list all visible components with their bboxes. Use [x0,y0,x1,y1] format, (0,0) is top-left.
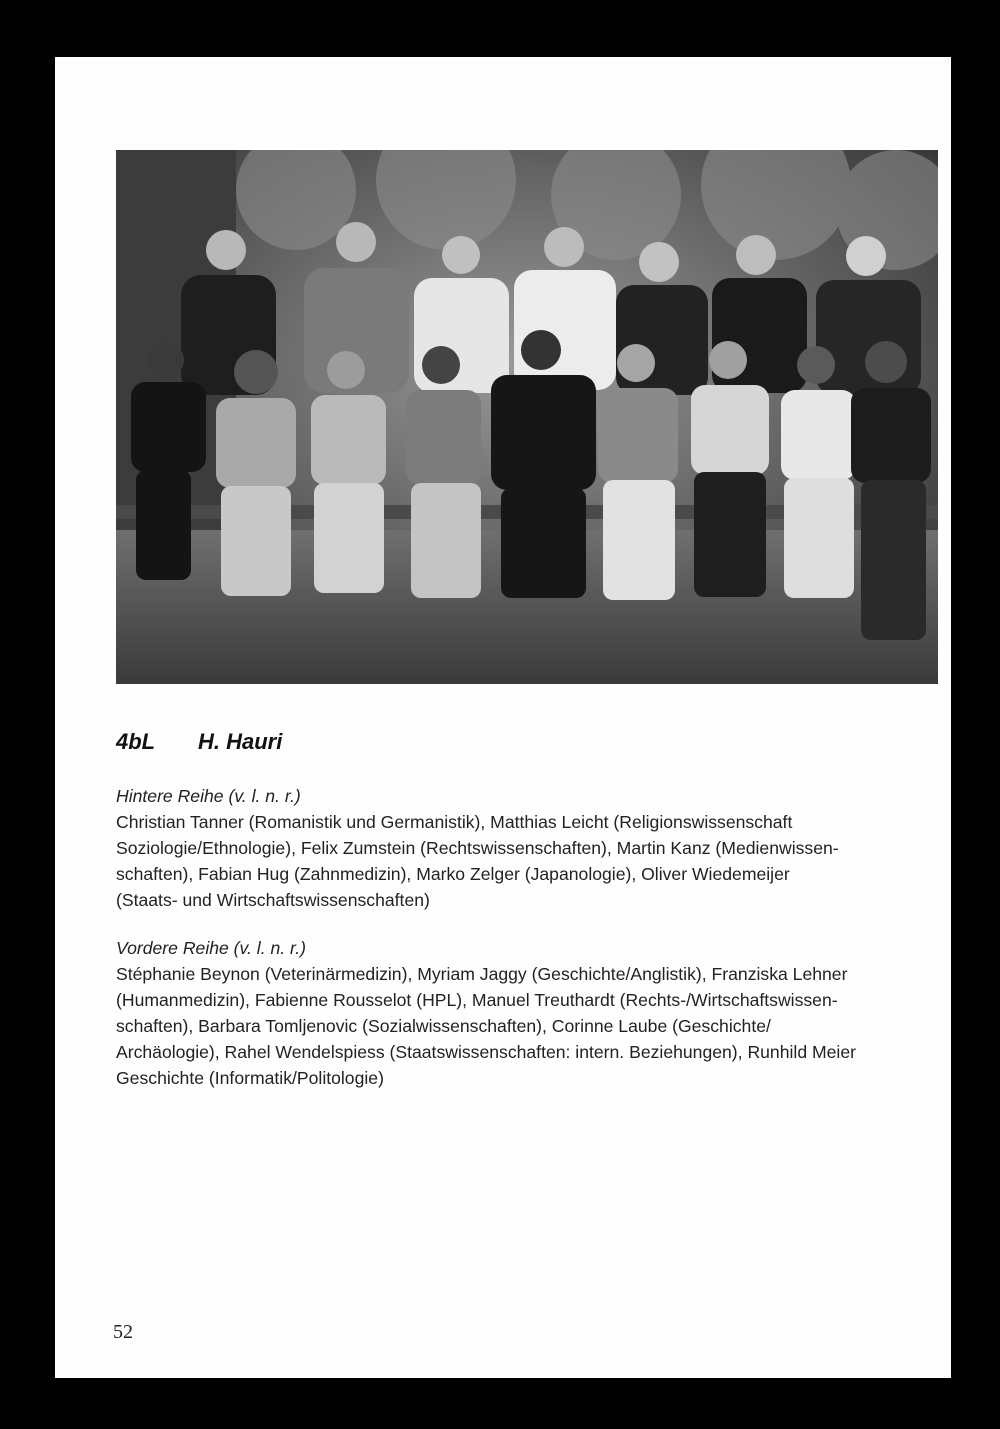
front-row-line: Geschichte (Informatik/Politologie) [116,1068,384,1088]
class-heading [116,729,282,755]
front-row-line: (Humanmedizin), Fabienne Rousselot (HPL), Manuel Treuthardt (Rechts-/Wirtschaftswissen- [116,990,838,1010]
page-number: 52 [113,1321,133,1343]
back-row-line: Soziologie/Ethnologie), Felix Zumstein (Rechtswissenschaften), Martin Kanz (Medienwissen- [116,838,839,858]
back-row-line: schaften), Fabian Hug (Zahnmedizin), Marko Zelger (Japanologie), Oliver Wiedemeijer [116,864,790,884]
class-photo [116,150,938,684]
front-row-line: Stéphanie Beynon (Veterinärmedizin), Myriam Jaggy (Geschichte/Anglistik), Franziska Lehner [116,964,848,984]
back-row-line: Christian Tanner (Romanistik und Germanistik), Matthias Leicht (Religionswissenschaft [116,812,793,832]
front-row-title: Vordere Reihe (v. l. n. r.) [116,938,307,958]
front-row-line: Archäologie), Rahel Wendelspiess (Staatswissenschaften: intern. Beziehungen), Runhild Meier [116,1042,856,1062]
class-code: 4bL [116,729,156,754]
back-row-names [116,809,928,913]
page [55,57,951,1378]
front-row-figures [131,330,931,640]
front-row-names [116,961,928,1091]
class-teacher: H. Hauri [198,729,283,754]
front-row-caption [116,935,928,1091]
back-row-line: (Staats- und Wirtschaftswissenschaften) [116,890,430,910]
front-row-line: schaften), Barbara Tomljenovic (Sozialwissenschaften), Corinne Laube (Geschichte/ [116,1016,771,1036]
back-row-caption [116,783,928,913]
class-photo-image [116,150,938,684]
back-row-title: Hintere Reihe (v. l. n. r.) [116,786,301,806]
